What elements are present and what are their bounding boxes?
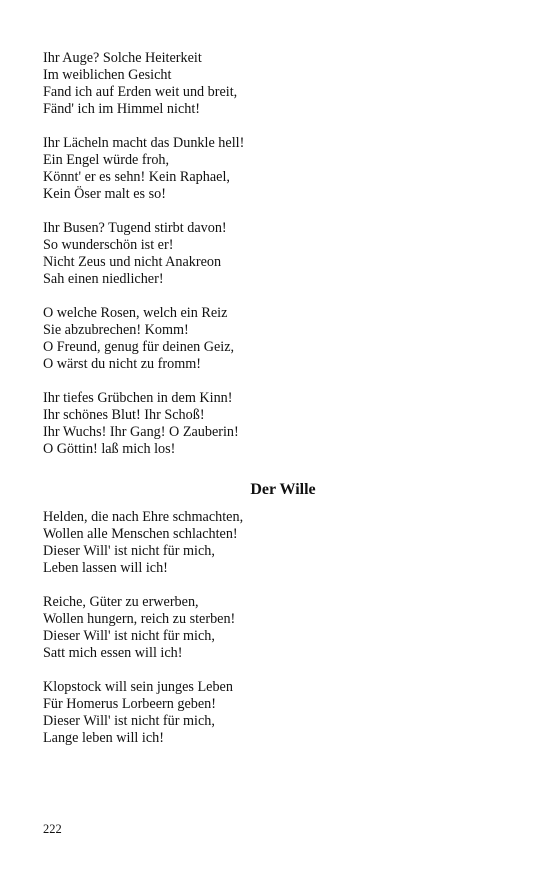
verse-line: Wollen alle Menschen schlachten!	[43, 526, 238, 542]
verse-line: Sie abzubrechen! Komm!	[43, 322, 189, 338]
verse-line: O Freund, genug für deinen Geiz,	[43, 339, 235, 355]
verse-line: Helden, die nach Ehre schmachten,	[43, 509, 244, 525]
verse-line: Könnt' er es sehn! Kein Raphael,	[43, 169, 230, 185]
verse-line: Ihr Lächeln macht das Dunkle hell!	[43, 135, 245, 151]
verse-line: Ihr Busen? Tugend stirbt davon!	[43, 220, 227, 236]
stanza	[43, 390, 513, 458]
verse-line: O wärst du nicht zu fromm!	[43, 356, 201, 372]
poem-title: Der Wille	[250, 481, 316, 498]
page-content	[43, 50, 513, 764]
verse-line: Fänd' ich im Himmel nicht!	[43, 101, 201, 117]
stanza	[43, 679, 513, 747]
verse-line: Im weiblichen Gesicht	[43, 67, 172, 83]
verse-line: Dieser Will' ist nicht für mich,	[43, 543, 215, 559]
verse-line: Ihr schönes Blut! Ihr Schoß!	[43, 407, 205, 423]
stanza	[43, 509, 513, 577]
verse-line: Kein Öser malt es so!	[43, 186, 166, 202]
verse-line: Satt mich essen will ich!	[43, 645, 183, 661]
verse-line: Ein Engel würde froh,	[43, 152, 170, 168]
verse-line: Dieser Will' ist nicht für mich,	[43, 713, 215, 729]
stanza	[43, 594, 513, 662]
verse-line: Nicht Zeus und nicht Anakreon	[43, 254, 222, 270]
verse-line: Wollen hungern, reich zu sterben!	[43, 611, 236, 627]
stanza	[43, 220, 513, 288]
verse-line: Dieser Will' ist nicht für mich,	[43, 628, 215, 644]
verse-line: Leben lassen will ich!	[43, 560, 168, 576]
stanza	[43, 135, 513, 203]
page-number: 222	[43, 822, 62, 836]
verse-line: Reiche, Güter zu erwerben,	[43, 594, 199, 610]
verse-line: Klopstock will sein junges Leben	[43, 679, 233, 695]
stanza	[43, 50, 513, 118]
verse-line: Ihr Auge? Solche Heiterkeit	[43, 50, 202, 66]
verse-line: Lange leben will ich!	[43, 730, 164, 746]
verse-line: O welche Rosen, welch ein Reiz	[43, 305, 228, 321]
verse-line: Für Homerus Lorbeern geben!	[43, 696, 216, 712]
verse-line: O Göttin! laß mich los!	[43, 441, 176, 457]
verse-line: Ihr Wuchs! Ihr Gang! O Zauberin!	[43, 424, 239, 440]
verse-line: So wunderschön ist er!	[43, 237, 174, 253]
stanza	[43, 305, 513, 373]
verse-line: Sah einen niedlicher!	[43, 271, 164, 287]
verse-line: Fand ich auf Erden weit und breit,	[43, 84, 238, 100]
verse-line: Ihr tiefes Grübchen in dem Kinn!	[43, 390, 233, 406]
